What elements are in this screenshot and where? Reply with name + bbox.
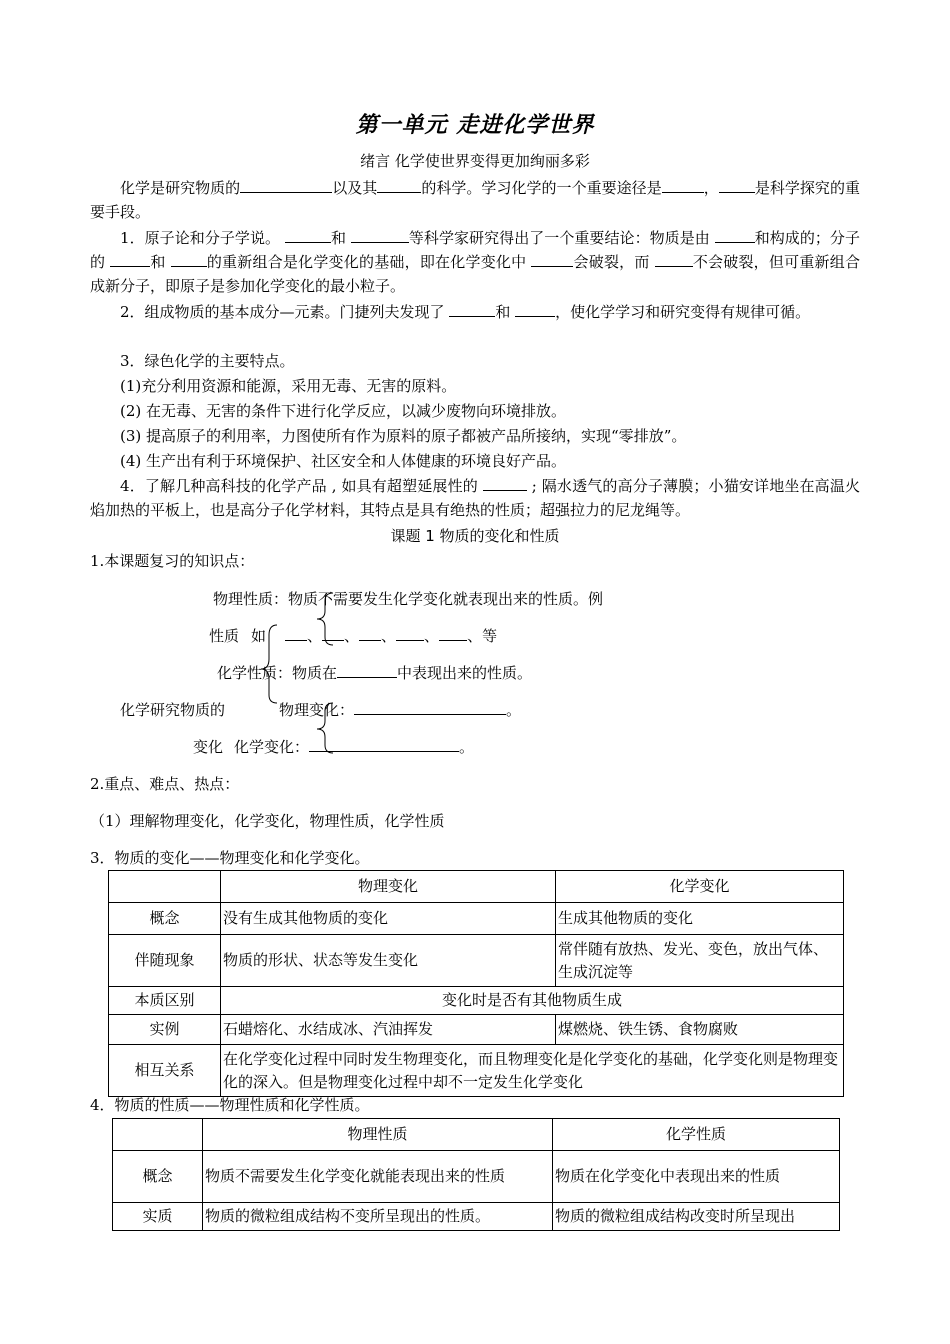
point-4-paragraph [90, 474, 860, 522]
property-comparison-table [112, 1118, 840, 1231]
point-1-paragraph [90, 226, 860, 298]
fill-blank[interactable] [655, 252, 693, 267]
section-2-heading: 2.重点、难点、热点： [90, 775, 240, 793]
table-cell: 常伴随有放热、发光、变色，放出气体、生成沉淀等 [556, 935, 844, 987]
text: 不会破裂，但可重新组合成新分子，即原子是参加化学变化的最小粒子。 [90, 253, 860, 295]
change-label: 变化 [193, 738, 224, 756]
text: 。 [459, 738, 475, 756]
text: 化学变化： [234, 738, 310, 756]
text: 2．组成物质的基本成分—元素。门捷列夫发现了 [120, 303, 450, 321]
fill-blank[interactable] [449, 302, 495, 317]
section-1-heading: 1.本课题复习的知识点： [90, 552, 255, 570]
section-2-item-1: （1）理解物理变化，化学变化，物理性质，化学性质 [90, 812, 445, 830]
table-cell: 物质的微粒组成结构改变时所呈现出 [553, 1203, 840, 1231]
table-row [109, 987, 844, 1015]
table-cell: 物质在化学变化中表现出来的性质 [553, 1151, 840, 1203]
property-brace [317, 593, 333, 645]
table-header-row [109, 871, 844, 903]
point-3-item-3: (3) 提高原子的利用率，力图使所有作为原料的原子都被产品所接纳，实现“零排放”。 [120, 427, 687, 445]
diagram-braces [255, 585, 345, 765]
header-cell: 化学变化 [556, 871, 844, 903]
header-cell [113, 1119, 203, 1151]
fill-blank[interactable] [240, 178, 332, 193]
text: ，使化学学习和研究变得有规律可循。 [555, 303, 811, 321]
intro-subtitle: 绪言 化学使世界变得更加绚丽多彩 [360, 152, 590, 170]
lesson-title: 课题 1 物质的变化和性质 [390, 527, 560, 545]
table-cell: 物质不需要发生化学变化就能表现出来的性质 [203, 1151, 553, 1203]
fill-blank[interactable] [354, 700, 506, 715]
table-row [109, 935, 844, 987]
text: 以及其 [332, 179, 378, 197]
point-2-paragraph [90, 300, 860, 324]
text: ， [703, 179, 719, 197]
separator: 、 [381, 627, 397, 645]
separator: 、 [467, 627, 483, 645]
text: 会破裂，而 [573, 253, 655, 271]
table-cell: 物质的微粒组成结构不变所呈现出的性质。 [203, 1203, 553, 1231]
table-cell: 煤燃烧、铁生锈、食物腐败 [556, 1015, 844, 1045]
row-label: 相互关系 [109, 1045, 221, 1097]
separator: 、 [307, 627, 323, 645]
intro-paragraph [90, 176, 860, 224]
table-row [113, 1151, 840, 1203]
fill-blank[interactable] [377, 178, 421, 193]
point-3-heading: 3．绿色化学的主要特点。 [120, 352, 295, 370]
section-4-heading: 4．物质的性质——物理性质和化学性质。 [90, 1096, 370, 1114]
text: 的科学。学习化学的一个重要途径是 [421, 179, 662, 197]
table-cell: 物质的形状、状态等发生变化 [221, 935, 556, 987]
text: 等 [482, 627, 498, 645]
chem-research-brace [261, 625, 277, 703]
row-label: 实例 [109, 1015, 221, 1045]
text: 和构成的；分子的 [90, 229, 860, 271]
change-comparison-table [108, 870, 844, 1097]
text: 。 [506, 701, 522, 719]
header-cell: 物理性质 [203, 1119, 553, 1151]
point-3-item-4: (4) 生产出有利于环境保护、社区安全和人体健康的环境良好产品。 [120, 452, 567, 470]
fill-blank[interactable] [662, 178, 704, 193]
example-prefix: 如 [251, 627, 267, 645]
header-cell: 物理变化 [221, 871, 556, 903]
fill-blank[interactable] [359, 626, 381, 641]
header-cell [109, 871, 221, 903]
text: 和 [150, 253, 171, 271]
fill-blank[interactable] [715, 228, 755, 243]
table-row [109, 903, 844, 935]
change-brace [317, 703, 333, 753]
property-label: 性质 [209, 627, 240, 645]
fill-blank[interactable] [171, 252, 207, 267]
text: 和 [495, 303, 516, 321]
row-label: 本质区别 [109, 987, 221, 1015]
text: 是科学探究的重要手段。 [90, 179, 860, 221]
text: 1．原子论和分子学说。 [120, 229, 285, 247]
table-row [109, 1045, 844, 1097]
unit-title: 第一单元 走进化学世界 [355, 112, 595, 138]
fill-blank[interactable] [337, 663, 397, 678]
text: 4．了解几种高科技的化学产品 , 如具有超塑延展性的 [120, 477, 483, 495]
separator: 、 [424, 627, 440, 645]
row-label: 实质 [113, 1203, 203, 1231]
fill-blank[interactable] [483, 476, 527, 491]
header-cell: 化学性质 [553, 1119, 840, 1151]
text: ; 隔水透气的高分子薄膜；小猫安详地坐在高温火焰加热的平板上，也是高分子化学材料，其特点是具有绝热的性质；超强拉力的尼龙绳等。 [90, 477, 861, 519]
table-cell: 没有生成其他物质的变化 [221, 903, 556, 935]
row-label: 概念 [109, 903, 221, 935]
row-label: 伴随现象 [109, 935, 221, 987]
physical-property-definition: 物理性质：物质不需要发生化学变化就表现出来的性质。例 [213, 590, 604, 608]
text: 和 [330, 229, 351, 247]
point-3-item-2: (2) 在无毒、无害的条件下进行化学反应，以减少废物向环境排放。 [120, 402, 567, 420]
separator: 、 [344, 627, 360, 645]
section-3-heading: 3．物质的变化——物理变化和化学变化。 [90, 849, 370, 867]
diagram-root-label: 化学研究物质的 [120, 701, 226, 719]
fill-blank[interactable] [351, 228, 409, 243]
table-cell: 石蜡熔化、水结成冰、汽油挥发 [221, 1015, 556, 1045]
fill-blank[interactable] [110, 252, 150, 267]
table-row [109, 1015, 844, 1045]
fill-blank[interactable] [439, 626, 467, 641]
fill-blank[interactable] [531, 252, 573, 267]
fill-blank[interactable] [285, 228, 331, 243]
text: 等科学家研究得出了一个重要结论：物质是由 [408, 229, 715, 247]
fill-blank[interactable] [515, 302, 555, 317]
table-header-row [113, 1119, 840, 1151]
text: 物理变化： [279, 701, 355, 719]
table-cell: 生成其他物质的变化 [556, 903, 844, 935]
text: 化学性质：物质在 [217, 664, 338, 682]
table-row [113, 1203, 840, 1231]
point-3-item-1: (1)充分利用资源和能源，采用无毒、无害的原料。 [120, 377, 457, 395]
row-label: 概念 [113, 1151, 203, 1203]
table-cell: 变化时是否有其他物质生成 [221, 987, 844, 1015]
text: 中表现出来的性质。 [397, 664, 533, 682]
text: 化学是研究物质的 [120, 179, 241, 197]
fill-blank[interactable] [719, 178, 755, 193]
fill-blank[interactable] [396, 626, 424, 641]
table-cell: 在化学变化过程中同时发生物理变化，而且物理变化是化学变化的基础，化学变化则是物理变化的深入。但是物理变化过程中却不一定发生化学变化 [221, 1045, 844, 1097]
text: 的重新组合是化学变化的基础，即在化学变化中 [206, 253, 532, 271]
